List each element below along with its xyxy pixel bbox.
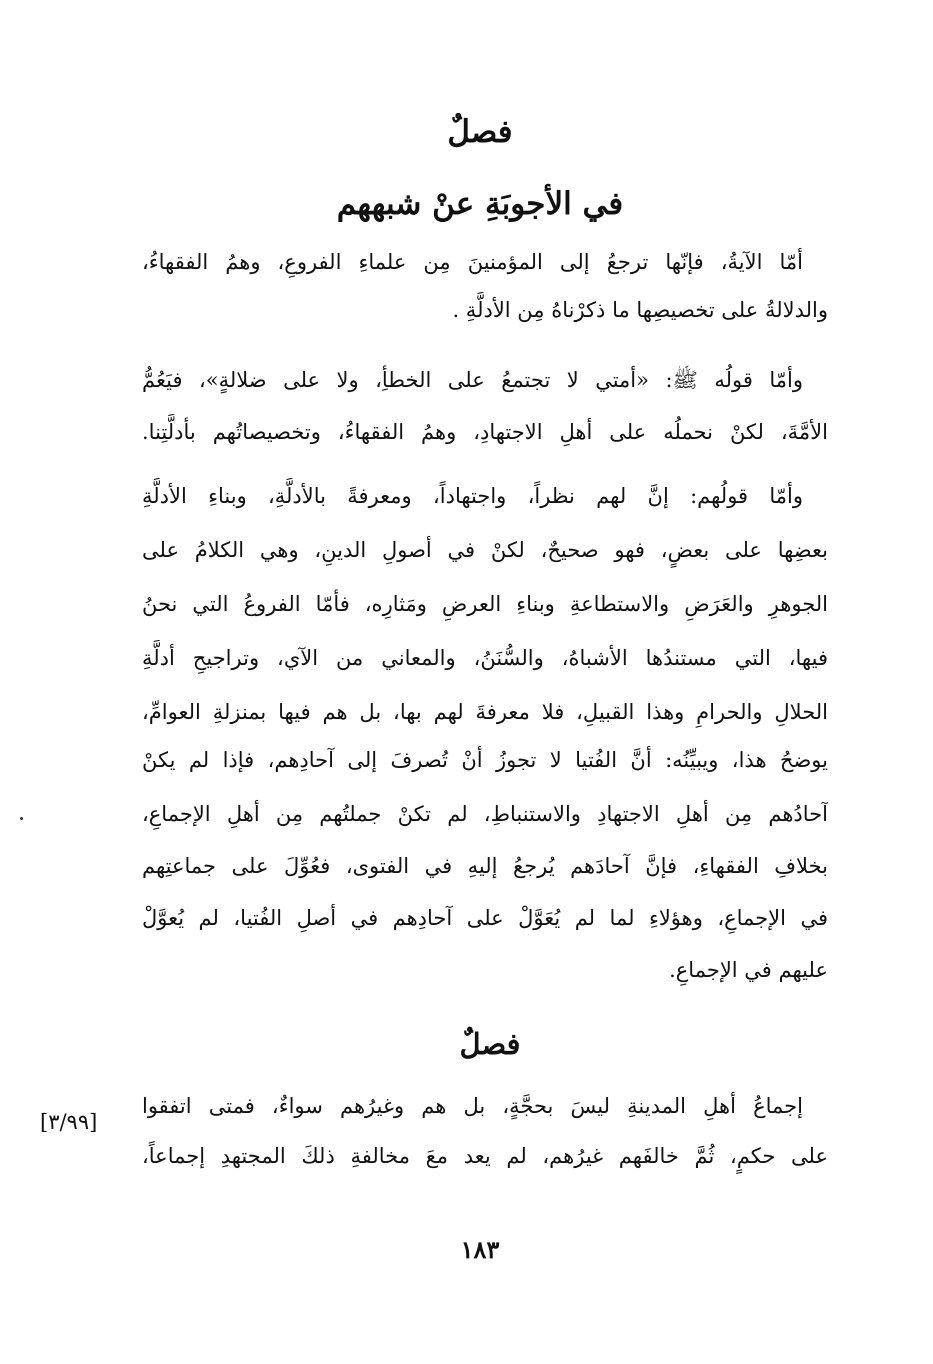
text-line: والدلالةُ على تخصيصِها ما ذكرْناهُ مِن الأدلَّةِ . bbox=[452, 298, 828, 322]
text-line: بعضِها على بعضٍ، فهو صحيحٌ، لكنْ في أصولِ الدينِ، وهي الكلامُ على bbox=[142, 538, 828, 562]
text-line: فيها، التي مستندُها الأشباهُ، والسُّنَنُ، والمعاني من الآي، وتراجيحِ أدلَّةِ bbox=[142, 646, 828, 670]
text-line: وأمّا قولُهم: إنَّ لهم نظراً، واجتهاداً، ومعرفةً بالأدلَّةِ، وبناءِ الأدلَّةِ bbox=[142, 484, 803, 508]
section-subheading: في الأجوبَةِ عنْ شبههم bbox=[336, 186, 624, 222]
text-line: على حكمٍ، ثُمَّ خالفَهم غيرُهم، لم يعد معَ مخالفةِ ذلكَ المجتهدِ إجماعاً، bbox=[142, 1144, 828, 1168]
text-line: الحلالِ والحرامِ وهذا القبيلِ، فلا معرفةَ لهم بها، بل هم فيها بمنزلةِ العوامِّ، bbox=[142, 700, 828, 724]
text-line: الأمَّةَ، لكنْ نحملُه على أهلِ الاجتهادِ، وهمُ الفقهاءُ، وتخصيصاتُهم بأدلَّتِنا. bbox=[142, 420, 828, 444]
section-heading: فصلٌ bbox=[447, 114, 513, 150]
text-line: الجوهرِ والعَرَضِ والاستطاعةِ وبناءِ العرضِ ومَثارِه، فأمّا الفروعُ التي نحنُ bbox=[142, 592, 828, 616]
volume-page-reference: [٣/٩٩] bbox=[40, 1110, 98, 1134]
text-line: وأمّا قولُه ﷺ: «أمتي لا تجتمعُ على الخطأِ، ولا على ضلالةٍ»، فيَعُمُّ bbox=[142, 368, 803, 392]
page-number: ١٨٣ bbox=[460, 1235, 500, 1264]
text-line: آحادُهم مِن أهلِ الاجتهادِ والاستنباطِ، لم تكنْ جملتُهم مِن أهلِ الإجماعِ، bbox=[142, 802, 828, 826]
text-line: يوضحُ هذا، ويبيِّنُه: أنَّ الفُتيا لا تجوزُ أنْ تُصرفَ إلى آحادِهم، فإذا لم يكنْ bbox=[142, 748, 828, 772]
text-line: بخلافِ الفقهاءِ، فإنَّ آحادَهم يُرجعُ إليهِ في الفتوى، فعُوِّلَ على جماعتِهم bbox=[142, 854, 828, 878]
section-heading: فصلٌ bbox=[459, 1027, 521, 1061]
text-line: أمّا الآيةُ، فإنّها ترجعُ إلى المؤمنينَ مِن علماءِ الفروعِ، وهمُ الفقهاءُ، bbox=[142, 250, 803, 274]
text-line: إجماعُ أهلِ المدينةِ ليسَ بحجَّةٍ، بل هم وغيرُهم سواءٌ، فمتى اتفقوا bbox=[142, 1094, 803, 1118]
text-line: في الإجماعِ، وهؤلاءِ لما لم يُعَوَّلْ على آحادِهم في أصلِ الفُتيا، لم يُعوَّلْ bbox=[142, 906, 828, 930]
scan-speck bbox=[20, 817, 23, 820]
text-line: عليهم في الإجماعِ. bbox=[669, 958, 828, 982]
